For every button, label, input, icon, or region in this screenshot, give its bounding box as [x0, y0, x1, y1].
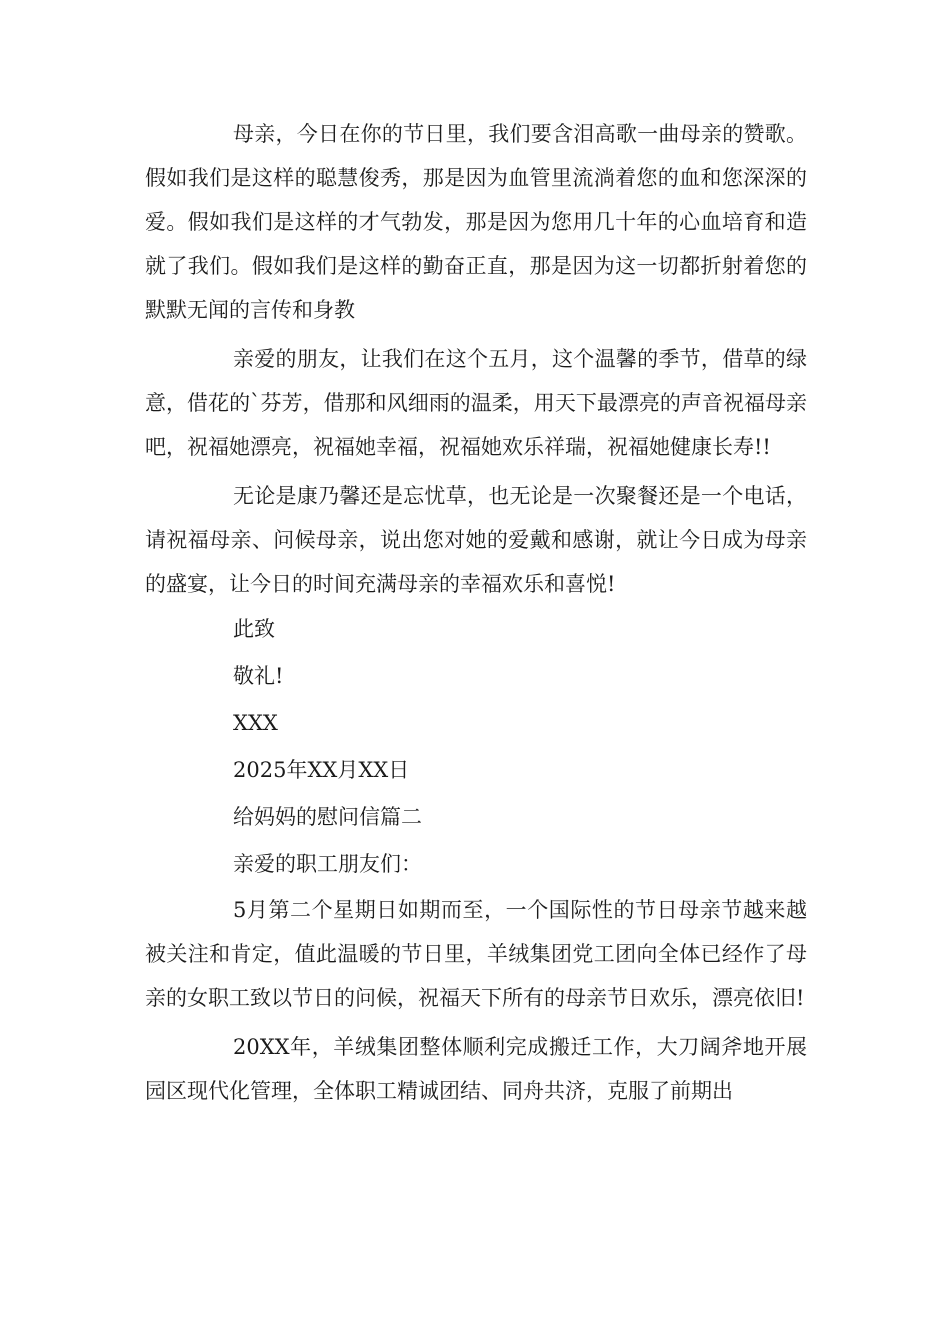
salute-line: 敬礼!	[233, 664, 284, 688]
paragraph-3: 无论是康乃馨还是忘忧草，也无论是一次聚餐还是一个电话，请祝福母亲、问候母亲，说出您对她的爱戴和感谢，就让今日成为母亲的盛宴，让今日的时间充满母亲的幸福欢乐和喜悦!	[145, 484, 807, 596]
paragraph-1: 母亲，今日在你的节日里，我们要含泪高歌一曲母亲的赞歌。假如我们是这样的聪慧俊秀，那是因为血管里流淌着您的血和您深深的爱。假如我们是这样的才气勃发，那是因为您用几十年的心血培育和造就了我们。假如我们是这样的勤奋正直，那是因为这一切都折射着您的默默无闻的言传和身教	[145, 122, 807, 322]
greeting-line: 亲爱的职工朋友们：	[233, 852, 422, 876]
date-line: 2025年XX月XX日	[233, 758, 410, 782]
closing-line: 此致	[233, 617, 275, 641]
section-title: 给妈妈的慰问信篇二	[233, 805, 422, 829]
signature: XXX	[233, 711, 278, 735]
paragraph-4: 5月第二个星期日如期而至，一个国际性的节日母亲节越来越被关注和肯定，值此温暖的节日里，羊绒集团党工团向全体已经作了母亲的女职工致以节日的问候，祝福天下所有的母亲节日欢乐，漂亮依旧!	[145, 898, 807, 1010]
paragraph-2: 亲爱的朋友，让我们在这个五月，这个温馨的季节，借草的绿意，借花的`芬芳，借那和风细雨的温柔，用天下最漂亮的声音祝福母亲吧，祝福她漂亮，祝福她幸福，祝福她欢乐祥瑞，祝福她健康长寿!!	[145, 347, 807, 459]
document-body	[145, 112, 807, 1113]
paragraph-5: 20XX年，羊绒集团整体顺利完成搬迁工作，大刀阔斧地开展园区现代化管理，全体职工精诚团结、同舟共济，克服了前期出	[145, 1035, 807, 1103]
